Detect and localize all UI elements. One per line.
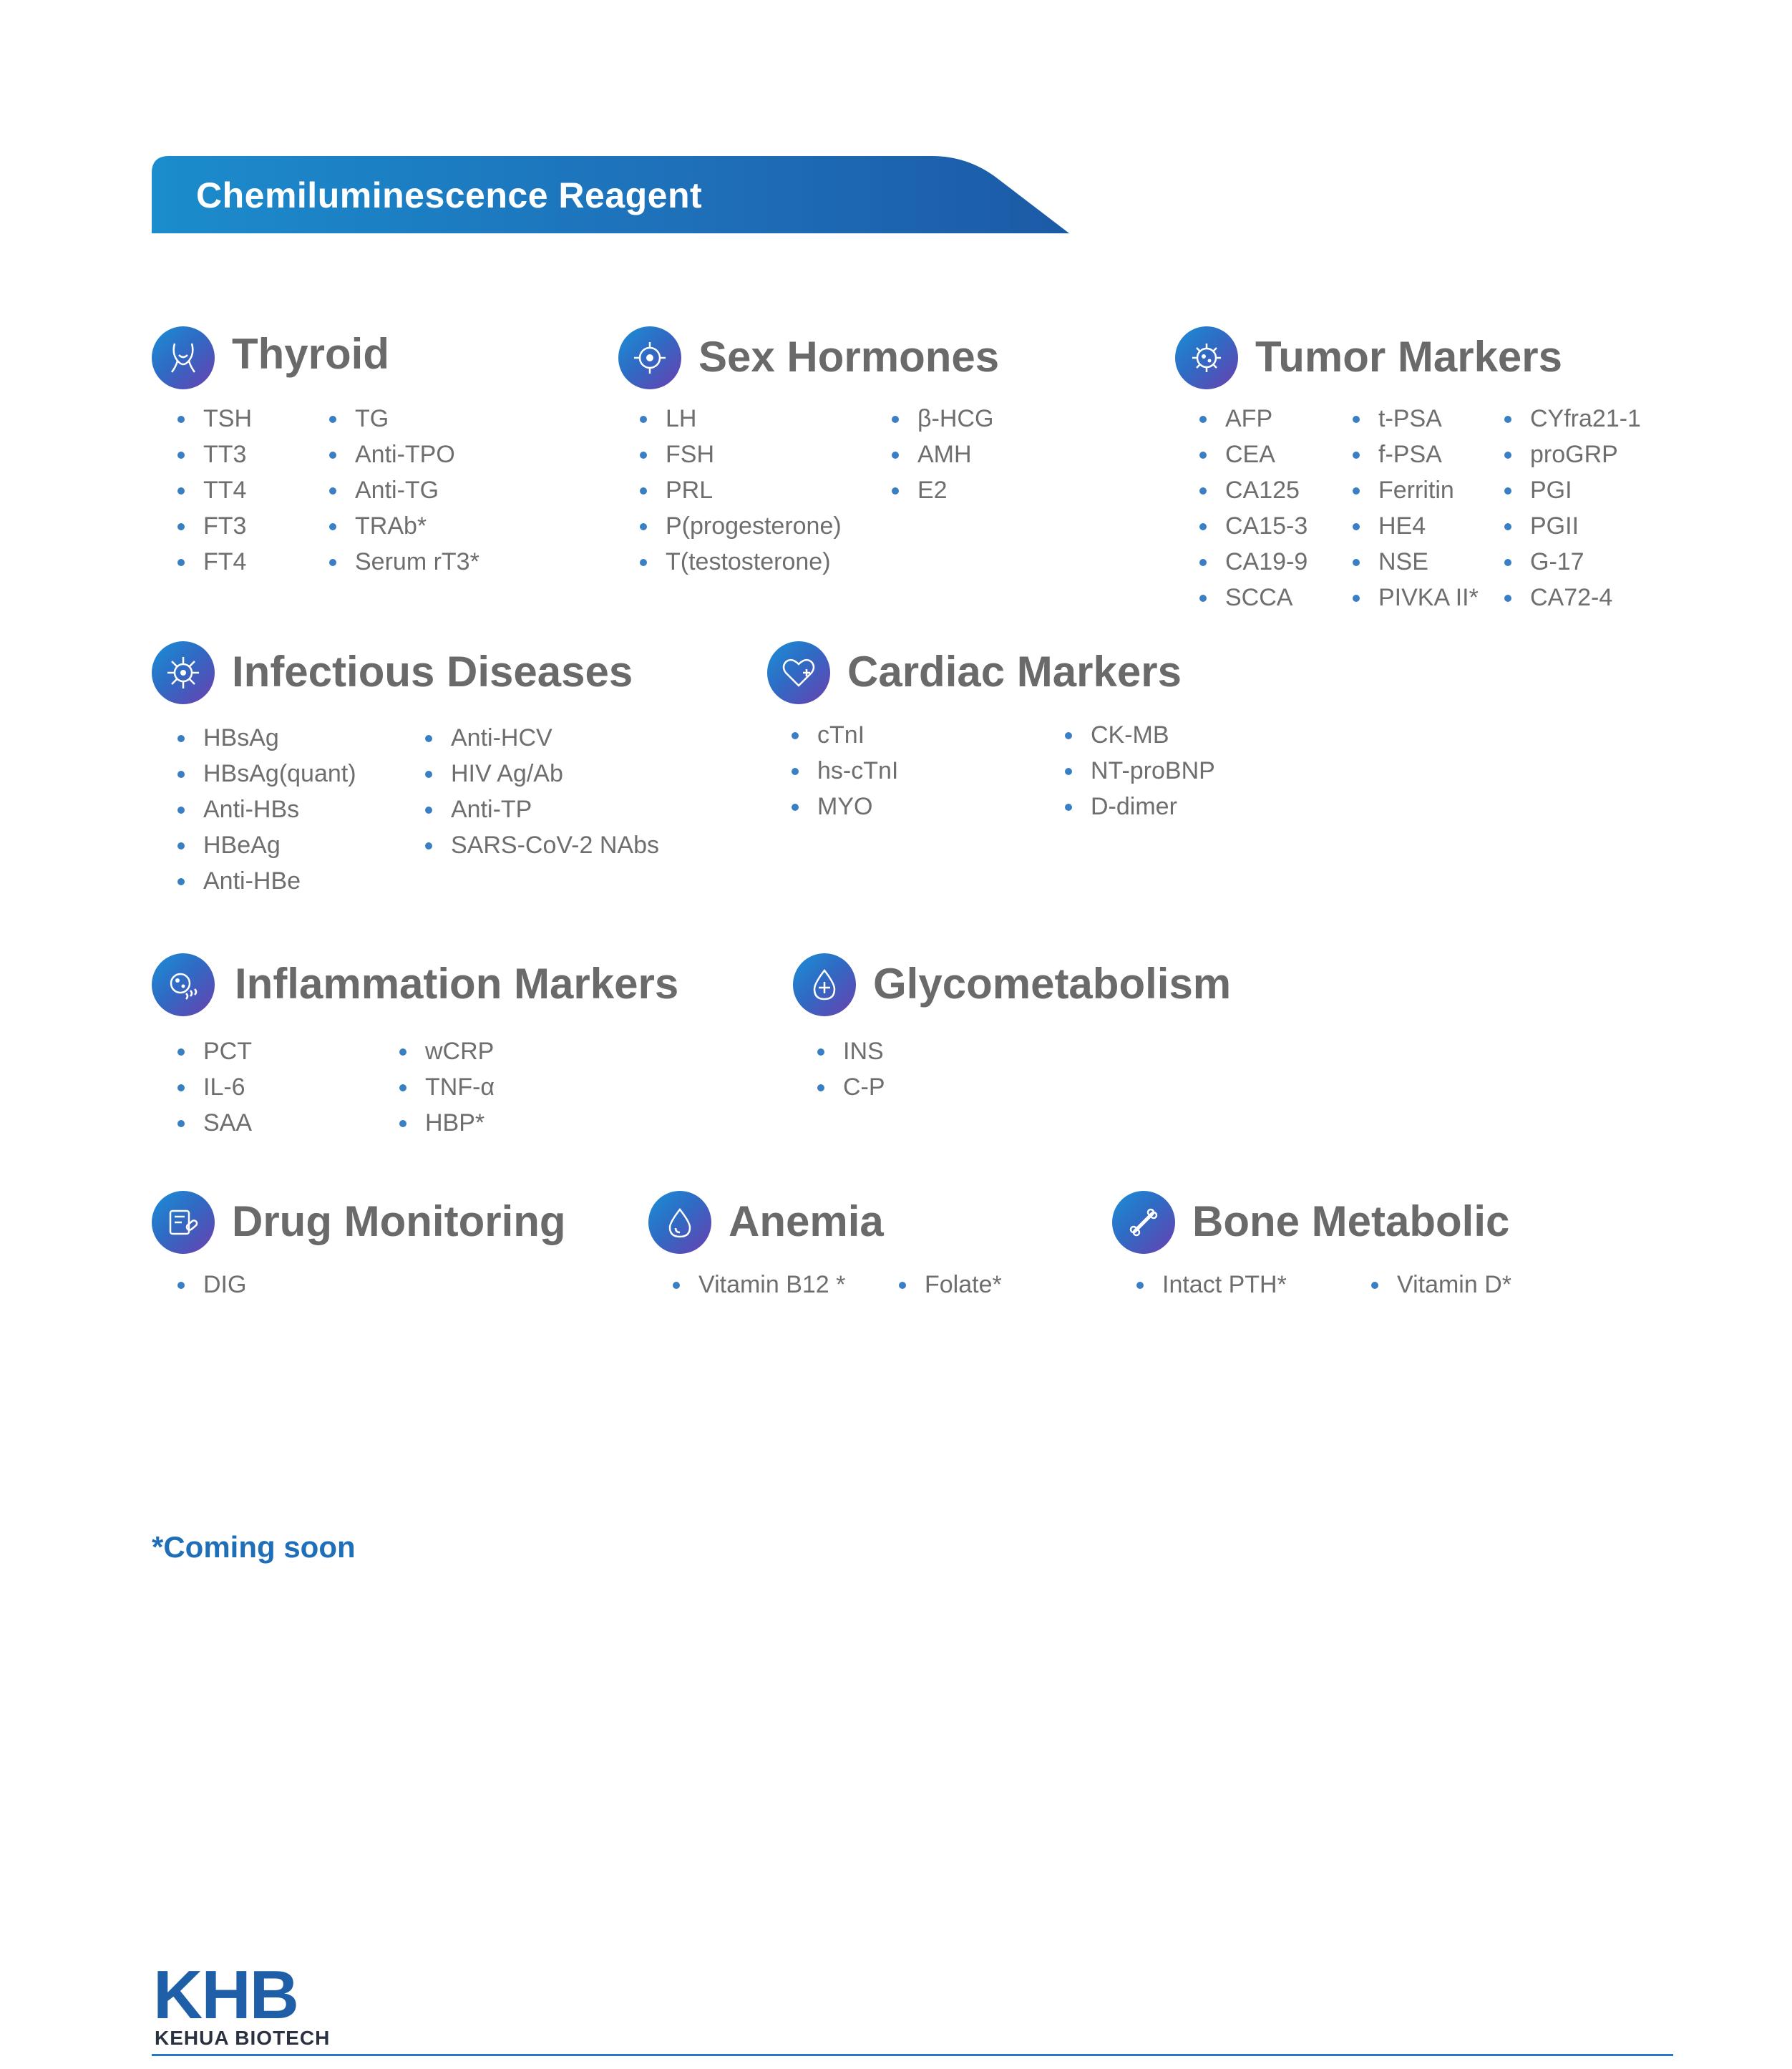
bacteria-icon <box>152 953 215 1016</box>
list-item: NSE <box>1353 544 1479 580</box>
list-item: CA72-4 <box>1504 580 1641 615</box>
list-item: t-PSA <box>1353 401 1479 437</box>
list-item: hs-cTnI <box>792 753 898 789</box>
list-item: FT4 <box>177 544 252 580</box>
list-item: CA19-9 <box>1199 544 1308 580</box>
list-item: CK-MB <box>1065 717 1215 753</box>
list-item: CEA <box>1199 437 1308 472</box>
tumor-list-3 <box>1504 401 1641 615</box>
list-item: TRAb* <box>329 508 479 544</box>
banner-title: Chemiluminescence Reagent <box>196 175 703 215</box>
list-item: TNF-α <box>399 1069 495 1105</box>
list-item: f-PSA <box>1353 437 1479 472</box>
list-item: NT-proBNP <box>1065 753 1215 789</box>
list-item: HE4 <box>1353 508 1479 544</box>
cardiac-list-2 <box>1065 717 1215 824</box>
virus-icon <box>152 641 215 704</box>
list-item: HBeAg <box>177 827 356 863</box>
list-item: HBP* <box>399 1105 495 1141</box>
list-item: PIVKA II* <box>1353 580 1479 615</box>
sex-hormones-list-2 <box>892 401 993 508</box>
glyco-list-1 <box>817 1033 885 1105</box>
list-item: Anti-TP <box>425 792 659 827</box>
list-item: Vitamin D* <box>1371 1267 1511 1303</box>
inflammation-list-2 <box>399 1033 495 1141</box>
tumor-list-1 <box>1199 401 1308 615</box>
list-item: Anti-HCV <box>425 720 659 756</box>
bone-icon <box>1112 1191 1175 1254</box>
section-title-anemia: Anemia <box>729 1197 884 1245</box>
section-title-glyco: Glycometabolism <box>873 960 1232 1008</box>
list-item: CYfra21-1 <box>1504 401 1641 437</box>
list-item: CA15-3 <box>1199 508 1308 544</box>
list-item: TT4 <box>177 472 252 508</box>
bone-list-1 <box>1136 1267 1287 1303</box>
list-item: DIG <box>177 1267 246 1303</box>
inflammation-list-1 <box>177 1033 252 1141</box>
drug-list-1 <box>177 1267 246 1303</box>
list-item: TSH <box>177 401 252 437</box>
list-item: Vitamin B12 * <box>673 1267 845 1303</box>
list-item: PGII <box>1504 508 1641 544</box>
list-item: MYO <box>792 789 898 824</box>
list-item: wCRP <box>399 1033 495 1069</box>
section-title-tumor-markers: Tumor Markers <box>1255 333 1563 381</box>
list-item: Anti-TG <box>329 472 479 508</box>
list-item: CA125 <box>1199 472 1308 508</box>
list-item: β-HCG <box>892 401 993 437</box>
list-item: FSH <box>640 437 842 472</box>
section-title-thyroid: Thyroid <box>232 330 389 378</box>
section-title-infectious: Infectious Diseases <box>232 648 633 696</box>
cardiac-list-1 <box>792 717 898 824</box>
list-item: PRL <box>640 472 842 508</box>
section-title-bone: Bone Metabolic <box>1192 1197 1510 1245</box>
section-title-sex-hormones: Sex Hormones <box>698 333 1000 381</box>
pill-icon <box>152 1191 215 1254</box>
section-title-drug: Drug Monitoring <box>232 1197 566 1245</box>
list-item: TT3 <box>177 437 252 472</box>
list-item: INS <box>817 1033 885 1069</box>
list-item: PGI <box>1504 472 1641 508</box>
list-item: IL-6 <box>177 1069 252 1105</box>
list-item: Intact PTH* <box>1136 1267 1287 1303</box>
infectious-list-2 <box>425 720 659 863</box>
list-item: SAA <box>177 1105 252 1141</box>
company-logo <box>153 1957 368 2049</box>
coming-soon-note: *Coming soon <box>152 1530 356 1564</box>
tumor-list-2 <box>1353 401 1479 615</box>
hormone-icon <box>618 326 681 389</box>
cell-icon <box>1175 326 1238 389</box>
logo-mark: KHB <box>153 1957 298 2033</box>
bone-list-2 <box>1371 1267 1511 1303</box>
list-item: HBsAg <box>177 720 356 756</box>
list-item: TG <box>329 401 479 437</box>
list-item: Anti-TPO <box>329 437 479 472</box>
list-item: E2 <box>892 472 993 508</box>
anemia-list-2 <box>899 1267 1002 1303</box>
infectious-list-1 <box>177 720 356 899</box>
list-item: P(progesterone) <box>640 508 842 544</box>
list-item: T(testosterone) <box>640 544 842 580</box>
list-item: AFP <box>1199 401 1308 437</box>
list-item: AMH <box>892 437 993 472</box>
section-title-cardiac: Cardiac Markers <box>847 648 1182 696</box>
list-item: C-P <box>817 1069 885 1105</box>
list-item: SARS-CoV-2 NAbs <box>425 827 659 863</box>
list-item: HBsAg(quant) <box>177 756 356 792</box>
list-item: Serum rT3* <box>329 544 479 580</box>
list-item: D-dimer <box>1065 789 1215 824</box>
list-item: LH <box>640 401 842 437</box>
drop-icon <box>793 953 856 1016</box>
list-item: SCCA <box>1199 580 1308 615</box>
list-item: Folate* <box>899 1267 1002 1303</box>
list-item: Anti-HBs <box>177 792 356 827</box>
anemia-list-1 <box>673 1267 845 1303</box>
list-item: FT3 <box>177 508 252 544</box>
list-item: proGRP <box>1504 437 1641 472</box>
list-item: Ferritin <box>1353 472 1479 508</box>
section-title-inflammation: Inflammation Markers <box>235 960 679 1008</box>
logo-subtitle: KEHUA BIOTECH <box>155 2027 331 2049</box>
list-item: G-17 <box>1504 544 1641 580</box>
thyroid-list-2 <box>329 401 479 580</box>
list-item: HIV Ag/Ab <box>425 756 659 792</box>
list-item: Anti-HBe <box>177 863 356 899</box>
section-banner <box>152 156 1069 233</box>
blood-drop-icon <box>648 1191 711 1254</box>
list-item: PCT <box>177 1033 252 1069</box>
thyroid-list-1 <box>177 401 252 580</box>
thyroid-icon <box>152 326 215 389</box>
list-item: cTnI <box>792 717 898 753</box>
footer-divider <box>152 2054 1673 2056</box>
heart-icon <box>767 641 830 704</box>
sex-hormones-list-1 <box>640 401 842 580</box>
